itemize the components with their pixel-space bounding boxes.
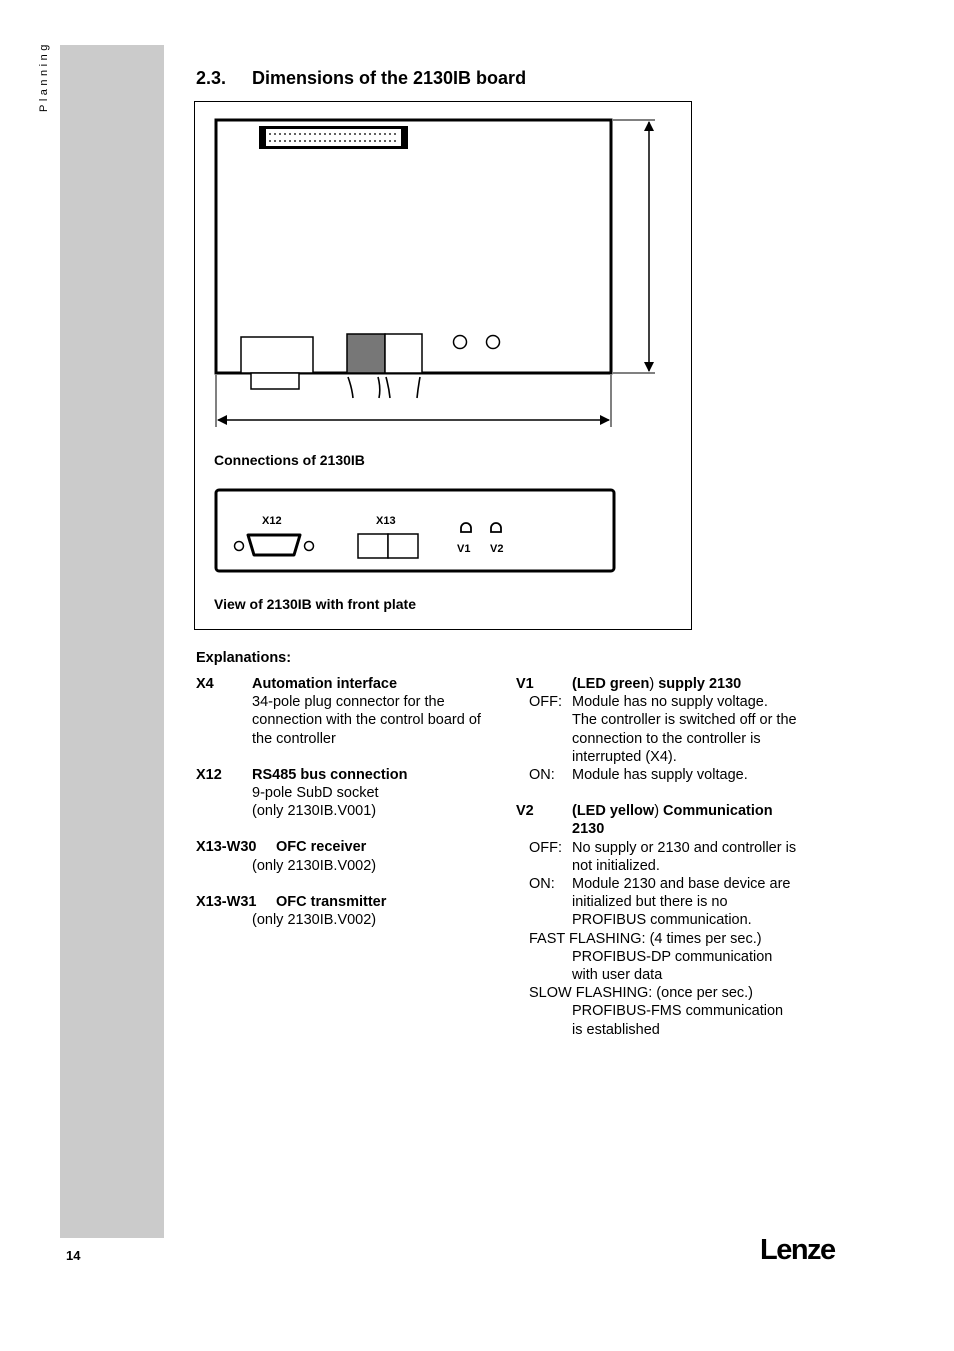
front-plate-outline [216, 490, 614, 571]
explanations-left-column [196, 675, 514, 929]
label-v2: V2 [490, 543, 504, 555]
v1-led-front-icon [461, 523, 471, 532]
entry-line: (only 2130IB.V002) [252, 912, 377, 929]
caption-front-plate: View of 2130IB with front plate [214, 596, 417, 612]
x12-subd-front-icon [235, 535, 314, 555]
entry-key: X4 [196, 676, 214, 692]
caption-connections: Connections of 2130IB [214, 452, 365, 468]
label-x12: X12 [262, 515, 282, 527]
x13-ofc-connector-icon [347, 334, 422, 398]
entry-key: X13-W30 [196, 839, 257, 856]
entry-v1: V1 (LED green) supply 2130 [516, 676, 742, 692]
v1-state-off: OFF: Module has no supply voltage. The controller is switched off or the connection to the controller is interrupted (X4). [529, 694, 797, 765]
label-v1: V1 [457, 543, 471, 555]
entry-line: (only 2130IB.V001) [252, 803, 377, 820]
x13-ofc-front-icon [358, 534, 418, 558]
entry-x4 [196, 675, 514, 748]
entry-line: 34-pole plug connector for the [252, 694, 445, 711]
entry-line: (only 2130IB.V002) [252, 857, 377, 874]
lenze-logo: Lenze [760, 1234, 835, 1266]
height-dimension-arrow [613, 120, 655, 373]
entry-line: the controller [252, 730, 336, 747]
label-x13: X13 [376, 515, 396, 527]
section-title: Dimensions of the 2130IB board [252, 68, 527, 88]
v2-state-off: OFF: No supply or 2130 and controller is not initialized. [529, 839, 797, 874]
section-heading [196, 68, 526, 89]
entry-x13-w30 [196, 838, 514, 874]
entry-x12 [196, 766, 514, 821]
entry-line: 9-pole SubD socket [252, 785, 379, 802]
entry-line: connection with the control board of [252, 712, 481, 729]
dimension-figure [194, 101, 692, 630]
entry-key: X13-W31 [196, 893, 257, 910]
v2-led-front-icon [491, 523, 501, 532]
entry-key: X12 [196, 766, 222, 783]
board-drawing [195, 102, 691, 629]
entry-key: V1 [516, 676, 534, 692]
v1-led-icon [454, 336, 467, 349]
page-number: 14 [66, 1248, 81, 1263]
side-band [60, 45, 164, 1238]
x12-subd-housing-icon [241, 337, 313, 389]
entry-v2: V2 (LED yellow) Communication 2130 [516, 803, 773, 838]
entry-title: OFC transmitter [276, 893, 387, 910]
entry-title: RS485 bus connection [252, 766, 408, 783]
v2-state-on: ON: Module 2130 and base device are initialized but there is no PROFIBUS communication. [529, 876, 791, 929]
entry-title: Automation interface [252, 676, 398, 692]
entry-key: V2 [516, 803, 534, 820]
v2-state-fast-flashing: FAST FLASHING: (4 times per sec.) PROFIBUS-DP communication with user data [529, 930, 773, 984]
entry-x13-w31 [196, 893, 514, 929]
v1-state-on: ON: Module has supply voltage. [529, 767, 748, 784]
explanations-title: Explanations: [196, 650, 292, 666]
v2-state-slow-flashing: SLOW FLASHING: (once per sec.) PROFIBUS-FMS communication is established [529, 985, 784, 1038]
x4-connector-icon [259, 126, 408, 149]
v2-led-icon [487, 336, 500, 349]
entry-title: OFC receiver [276, 839, 367, 856]
side-section-label: Planning [38, 41, 50, 112]
section-number: 2.3. [196, 68, 227, 88]
explanations-right-column [516, 675, 836, 1039]
